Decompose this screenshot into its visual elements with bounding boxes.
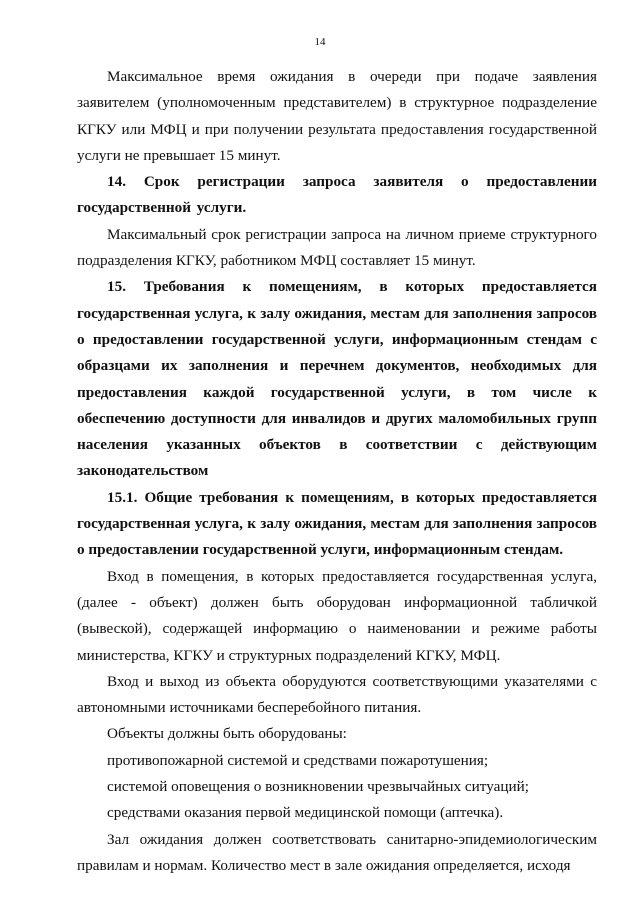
paragraph-entrance-sign: Вход в помещения, в которых предоставляется государственная услуга, (далее - объект) должен быть оборудован информационной табличкой (вывеской), содержащей информацию о наименовании и режиме работы министерства, КГКУ и структурных подразделений КГКУ, МФЦ. [77, 567, 597, 664]
list-item-fire-safety: противопожарной системой и средствами пожаротушения; [107, 751, 489, 769]
list-item-alert-system: системой оповещения о возникновении чрезвычайных ситуаций; [107, 778, 529, 796]
page-number: 14 [314, 36, 326, 48]
list-item-first-aid: средствами оказания первой медицинской помощи (аптечка). [107, 804, 504, 822]
section-heading-14: 14. Срок регистрации запроса заявителя о предоставлении государственной услуги. [77, 173, 597, 217]
paragraph-waiting-hall: Зал ожидания должен соответствовать санитарно-эпидемиологическим правилам и нормам. Количество мест в зале ожидания определяется, исходя [77, 830, 597, 874]
paragraph-entrance-exit: Вход и выход из объекта оборудуются соответствующими указателями с автономными источниками бесперебойного питания. [77, 672, 597, 717]
section-heading-15: 15. Требования к помещениям, в которых предоставляется государственная услуга, к залу ожидания, местам для заполнения запросов о предоставлении государственной услуги, информационным стендам с образцами их заполнения и перечнем документов, необходимых для предоставления каждой государственной услуги, в том числе к обеспечению доступности для инвалидов и других маломобильных групп населения указанных объектов в соответствии с действующим законодательством [77, 278, 597, 480]
document-body [77, 64, 597, 879]
paragraph-registration-time: Максимальный срок регистрации запроса на личном приеме структурного подразделения КГКУ, работником МФЦ составляет 15 минут. [77, 225, 597, 270]
paragraph-equipment-intro: Объекты должны быть оборудованы: [107, 725, 347, 743]
paragraph-waiting-time: Максимальное время ожидания в очереди при подаче заявления заявителем (уполномоченным представителем) в структурное подразделение КГКУ или МФЦ и при получении результата предоставления государственной услуги не превышает 15 минут. [77, 68, 597, 164]
section-heading-15-1: 15.1. Общие требования к помещениям, в которых предоставляется государственная услуга, к залу ожидания, местам для заполнения запросов о предоставлении государственной услуги, информационным стендам. [77, 488, 597, 559]
